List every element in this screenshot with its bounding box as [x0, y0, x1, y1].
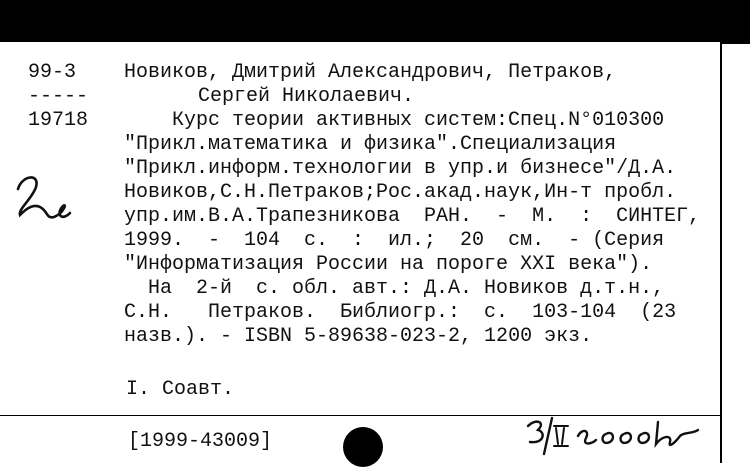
handwritten-date — [522, 414, 702, 458]
record-id: [1999-43009] — [128, 430, 273, 453]
author-heading: Новиков, Дмитрий Александрович, Петраков, — [124, 61, 617, 84]
body-line: "Информатизация России на пороге XXI века"). — [124, 253, 653, 276]
body-line: "Прикл.математика и физика".Специализация — [124, 133, 617, 156]
body-line: упр.им.В.А.Трапезникова РАН. - М. : СИНТЕГ, — [124, 205, 701, 228]
body-line: 1999. - 104 с. : ил.; 20 см. - (Серия — [124, 229, 665, 252]
body-line: Курс теории активных систем:Спец.N°010300 — [172, 109, 665, 132]
separator-line: ----- — [28, 85, 89, 108]
handwritten-mark — [10, 167, 80, 227]
body-line: С.Н. Петраков. Библиогр.: с. 103-104 (23 — [124, 301, 677, 324]
inventory-number: 19718 — [28, 109, 89, 132]
coauthor-entry: I. Соавт. — [126, 378, 235, 401]
call-number: 99-3 — [28, 61, 77, 84]
coauthor-heading: Сергей Николаевич. — [198, 85, 415, 108]
body-line: "Прикл.информ.технологии в упр.и бизнесе"/Д.А. — [124, 157, 677, 180]
punch-hole — [343, 427, 383, 467]
body-line: На 2-й с. обл. авт.: Д.А. Новиков д.т.н., — [124, 277, 665, 300]
body-line: назв.). - ISBN 5-89638-023-2, 1200 экз. — [124, 325, 593, 348]
catalog-card — [0, 40, 722, 463]
scan-top-border — [0, 0, 750, 44]
body-line: Новиков,С.Н.Петраков;Рос.акад.наук,Ин-т пробл. — [124, 181, 677, 204]
